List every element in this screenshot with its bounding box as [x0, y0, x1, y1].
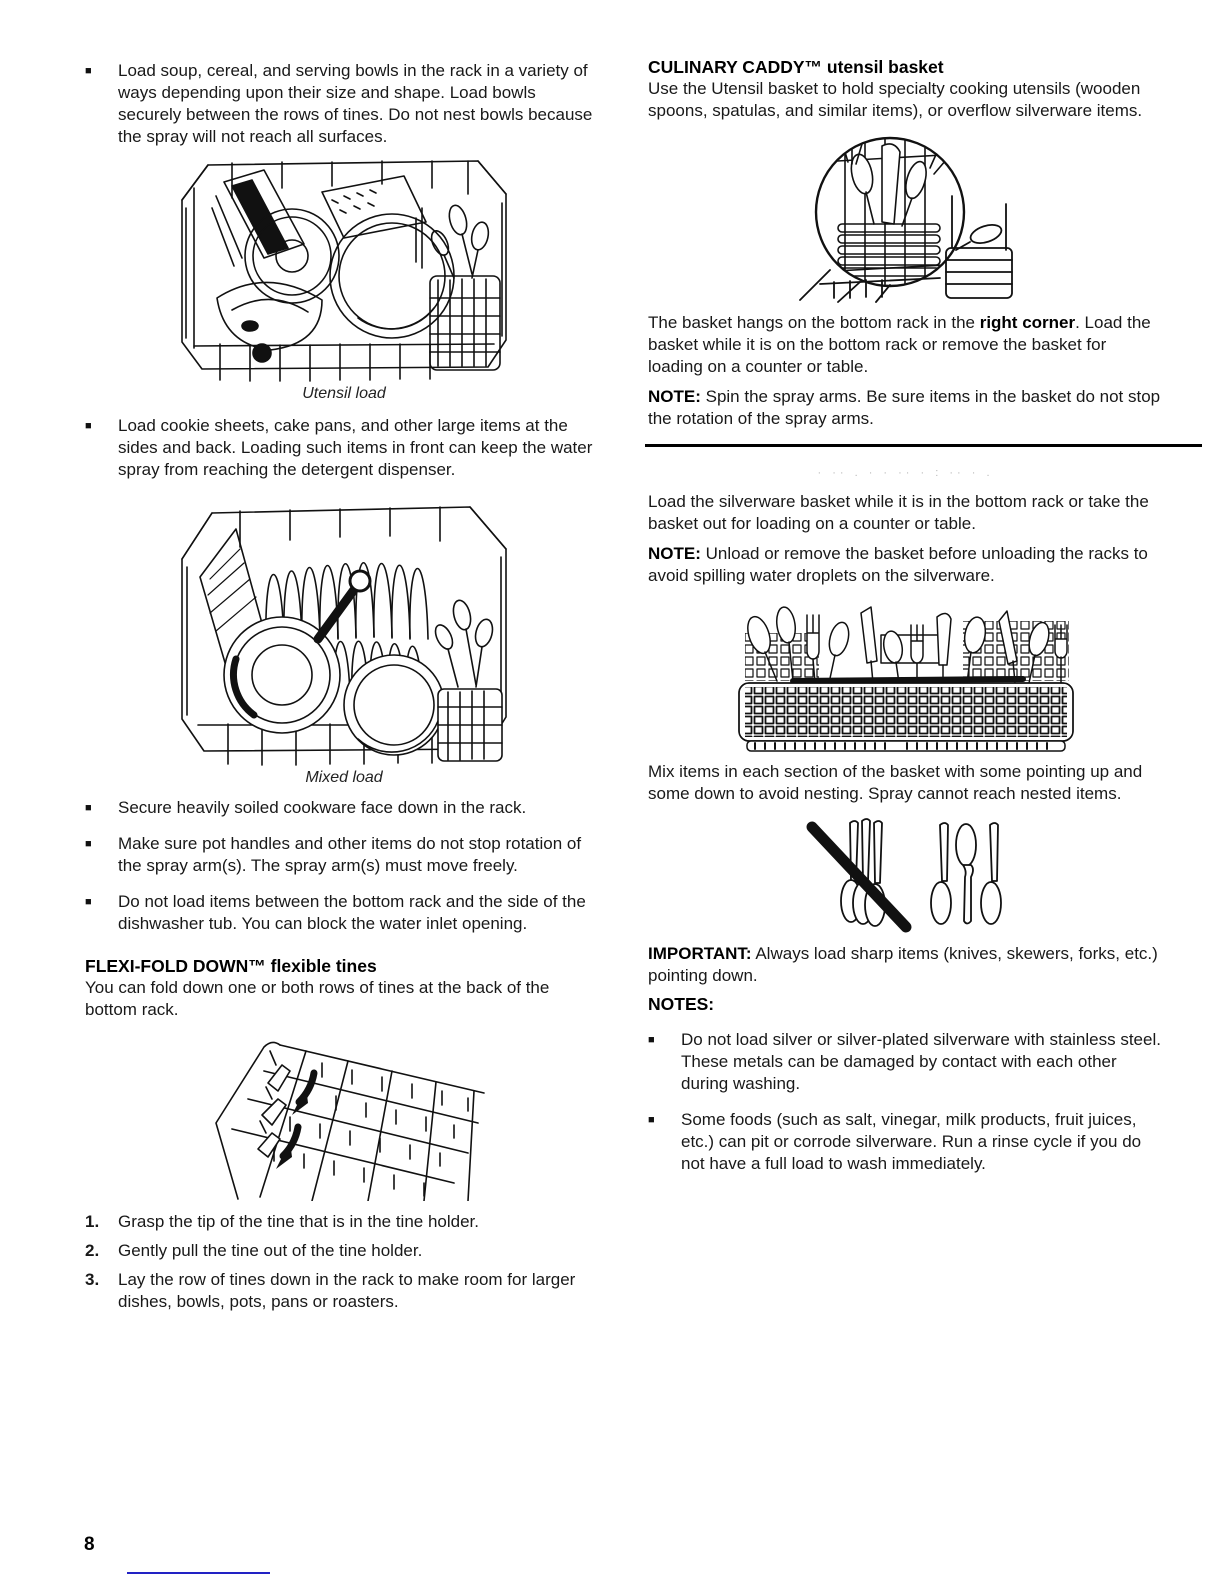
basket-paragraph — [648, 312, 1163, 378]
bullet-item — [85, 415, 603, 481]
bullet-square-icon: ■ — [648, 1114, 655, 1126]
bullet-text: Load soup, cereal, and serving bowls in the rack in a variety of ways depending upon their size and shape. Load bowls securely between the rows of tines. Do not nest bowls because the spray will not reach all surfaces. — [118, 61, 593, 146]
bullet-item — [648, 1109, 1163, 1175]
bullet-square-icon: ■ — [85, 420, 92, 432]
bullet-text: Do not load items between the bottom rack and the side of the dishwasher tub. You can block the water inlet opening. — [118, 892, 586, 933]
note-text: Unload or remove the basket before unloading the racks to avoid spilling water droplets on the silverware. — [648, 544, 1148, 585]
footer-link-line — [127, 1572, 270, 1574]
flexi-fold-intro: You can fold down one or both rows of tines at the back of the bottom rack. — [85, 978, 550, 1019]
note-label: NOTE: — [648, 387, 701, 406]
step-item — [85, 1240, 603, 1262]
bullet-text: Do not load silver or silver-plated silverware with stainless steel. These metals can be damaged by contact with each other during washing. — [681, 1030, 1161, 1093]
silverware-paragraph: Load the silverware basket while it is in the bottom rack or take the basket out for loading on a counter or table. — [648, 492, 1149, 533]
culinary-caddy-intro: Use the Utensil basket to hold specialty cooking utensils (wooden spoons, spatulas, and similar items), or overflow silverware items. — [648, 79, 1143, 120]
basket-paragraph-bold: right corner — [979, 313, 1076, 332]
bullet-square-icon: ■ — [85, 896, 92, 908]
bullet-text: Some foods (such as salt, vinegar, milk products, fruit juices, etc.) can pit or corrode silverware. Run a rinse cycle if you do not have a full load to wash immediately. — [681, 1110, 1142, 1173]
right-column — [648, 0, 1163, 1175]
important-label: IMPORTANT: — [648, 944, 752, 963]
step-text: Gently pull the tine out of the tine holder. — [118, 1241, 423, 1260]
note-unload-basket — [648, 543, 1163, 587]
bullet-square-icon: ■ — [85, 802, 92, 814]
bullet-item — [648, 1029, 1163, 1095]
steps-list — [85, 1211, 603, 1313]
basket-paragraph-pre: The basket hangs on the bottom rack in the — [648, 313, 980, 332]
bullet-item — [85, 833, 603, 877]
mixed-load-caption: Mixed load — [305, 769, 383, 786]
utensil-load-illustration — [172, 148, 517, 383]
bullet-text: Load cookie sheets, cake pans, and other large items at the sides and back. Loading such items in front can keep the water spray from reaching the detergent dispenser. — [118, 416, 593, 479]
step-text: Lay the row of tines down in the rack to make room for larger dishes, bowls, pots, pans or roasters. — [118, 1270, 576, 1311]
culinary-caddy-illustration — [790, 132, 1022, 304]
nested-spoons-warning-illustration — [798, 813, 1008, 935]
faded-heading: · ·· . · · ·· · : ·· · . — [817, 467, 994, 479]
left-column — [85, 0, 603, 1320]
culinary-caddy-heading: CULINARY CADDY™ utensil basket — [648, 57, 944, 77]
mixed-load-illustration — [170, 487, 518, 767]
step-number: 2. — [85, 1241, 100, 1260]
bullet-item — [85, 60, 603, 148]
bullet-item — [85, 891, 603, 935]
step-item — [85, 1211, 603, 1233]
step-text: Grasp the tip of the tine that is in the tine holder. — [118, 1212, 480, 1231]
note-label: NOTE: — [648, 544, 701, 563]
note-spray-arms — [648, 386, 1163, 430]
basket-paragraph-post: . Load the basket while it is on the bottom rack or remove the basket for loading on a counter or table. — [648, 313, 1151, 376]
flexi-fold-heading: FLEXI-FOLD DOWN™ flexible tines — [85, 956, 377, 976]
step-number: 1. — [85, 1212, 100, 1231]
section-divider — [645, 444, 1202, 447]
page-number: 8 — [84, 1534, 95, 1555]
silverware-basket-illustration — [731, 595, 1081, 755]
important-paragraph — [648, 943, 1163, 987]
bullet-text: Make sure pot handles and other items do not stop rotation of the spray arm(s). The spray arm(s) must move freely. — [118, 834, 582, 875]
bullet-square-icon: ■ — [648, 1034, 655, 1046]
bullet-square-icon: ■ — [85, 838, 92, 850]
step-item — [85, 1269, 603, 1313]
bullet-item — [85, 797, 603, 819]
mix-items-paragraph: Mix items in each section of the basket with some pointing up and some down to avoid nesting. Spray cannot reach nested items. — [648, 762, 1143, 803]
step-number: 3. — [85, 1270, 100, 1289]
utensil-load-caption: Utensil load — [302, 385, 386, 402]
bullet-square-icon: ■ — [85, 65, 92, 77]
important-text: Always load sharp items (knives, skewers, forks, etc.) pointing down. — [648, 944, 1158, 985]
flexi-fold-tines-illustration — [202, 1031, 487, 1201]
notes-heading: NOTES: — [648, 994, 715, 1014]
note-text: Spin the spray arms. Be sure items in the basket do not stop the rotation of the spray arms. — [648, 387, 1161, 428]
bullet-text: Secure heavily soiled cookware face down in the rack. — [118, 798, 527, 817]
